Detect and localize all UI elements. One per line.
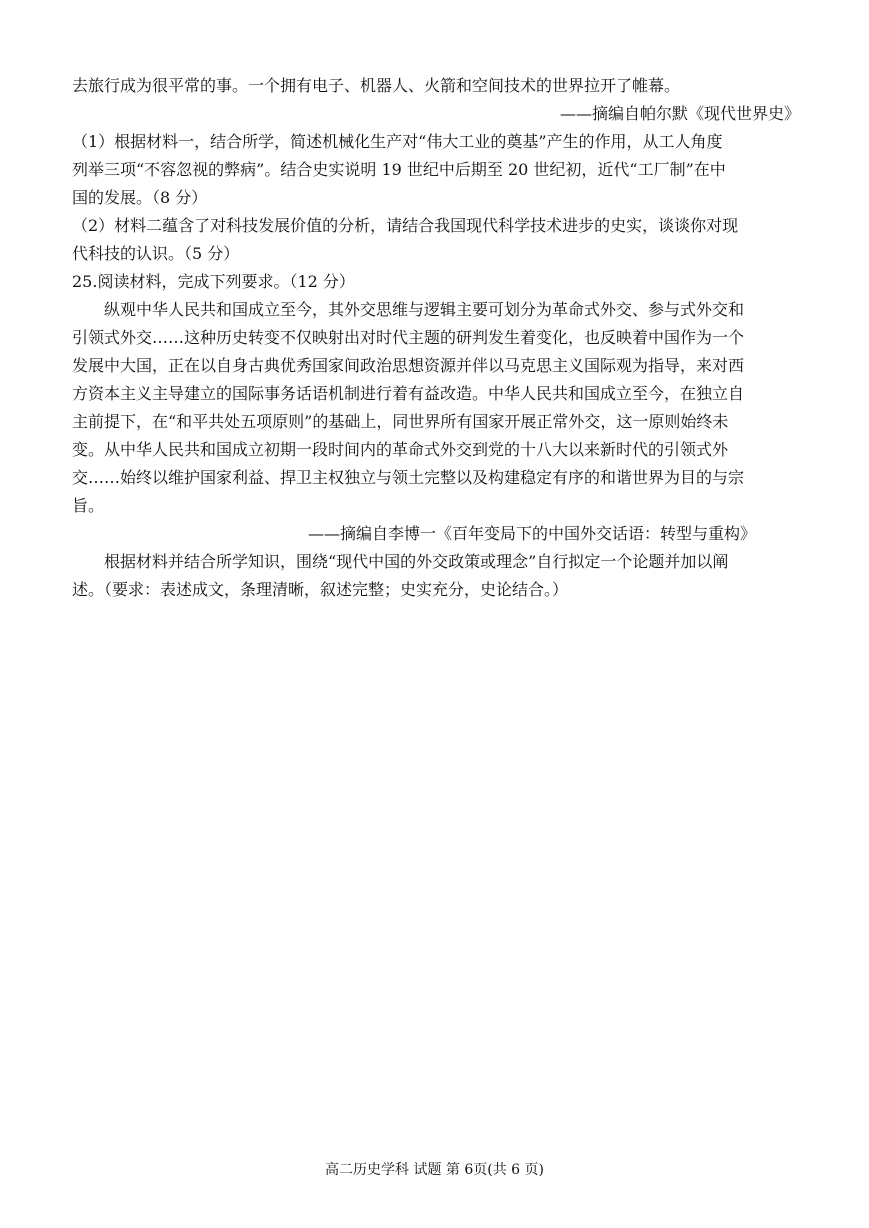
- question-25-material-line: 方资本主义主导建立的国际事务话语机制进行着有益改造。中华人民共和国成立至今，在独立自: [72, 384, 745, 403]
- question-2-line-1: （2）材料二蕴含了对科技发展价值的分析，请结合我国现代科学技术进步的史实，谈谈你对现: [72, 216, 739, 235]
- question-2-line-2: 代科技的认识。（5 分）: [72, 244, 240, 263]
- question-25-material-line: 引领式外交……这种历史转变不仅映射出对时代主题的研判发生着变化，也反映着中国作为一个: [72, 328, 745, 347]
- question-25-material-line: 纵观中华人民共和国成立至今，其外交思维与逻辑主要可划分为革命式外交、参与式外交和: [104, 300, 745, 319]
- question-25-material-line: 发展中大国，正在以自身古典优秀国家间政治思想资源并伴以马克思主义国际观为指导，来对西: [72, 356, 745, 375]
- question-25-task-line-1: 根据材料并结合所学知识，围绕“现代中国的外交政策或理念”自行拟定一个论题并加以阐: [104, 552, 729, 571]
- question-25-material-line: 旨。: [72, 496, 105, 515]
- question-25-task-line-2: 述。（要求：表述成文，条理清晰，叙述完整；史实充分，史论结合。）: [72, 580, 569, 599]
- material-two-tail: 去旅行成为很平常的事。一个拥有电子、机器人、火箭和空间技术的世界拉开了帷幕。: [72, 76, 681, 95]
- question-25-title: 25.阅读材料，完成下列要求。（12 分）: [72, 272, 355, 291]
- question-1-line-1: （1）根据材料一，结合所学，简述机械化生产对“伟大工业的奠基”产生的作用，从工人角度: [72, 132, 723, 151]
- material-two-source: ——摘编自帕尔默《现代世界史》: [559, 104, 800, 123]
- question-25-material-line: 变。从中华人民共和国成立初期一段时间内的革命式外交到党的十八大以来新时代的引领式外: [72, 440, 729, 459]
- page-footer: 高二历史学科 试题 第 6页(共 6 页): [325, 1162, 544, 1178]
- page-content: [72, 72, 800, 604]
- question-25-material-line: 主前提下，在“和平共处五项原则”的基础上，同世界所有国家开展正常外交，这一原则始终未: [72, 412, 729, 431]
- question-25-material-line: 交……始终以维护国家利益、捍卫主权独立与领土完整以及构建稳定有序的和谐世界为目的与宗: [72, 468, 745, 487]
- question-1-line-2: 列举三项“不容忽视的弊病”。结合史实说明 19 世纪中后期至 20 世纪初，近代“工厂制”在中: [72, 160, 726, 179]
- question-1-line-3: 国的发展。（8 分）: [72, 188, 208, 207]
- question-25-source: ——摘编自李博一《百年变局下的中国外交话语：转型与重构》: [308, 524, 757, 543]
